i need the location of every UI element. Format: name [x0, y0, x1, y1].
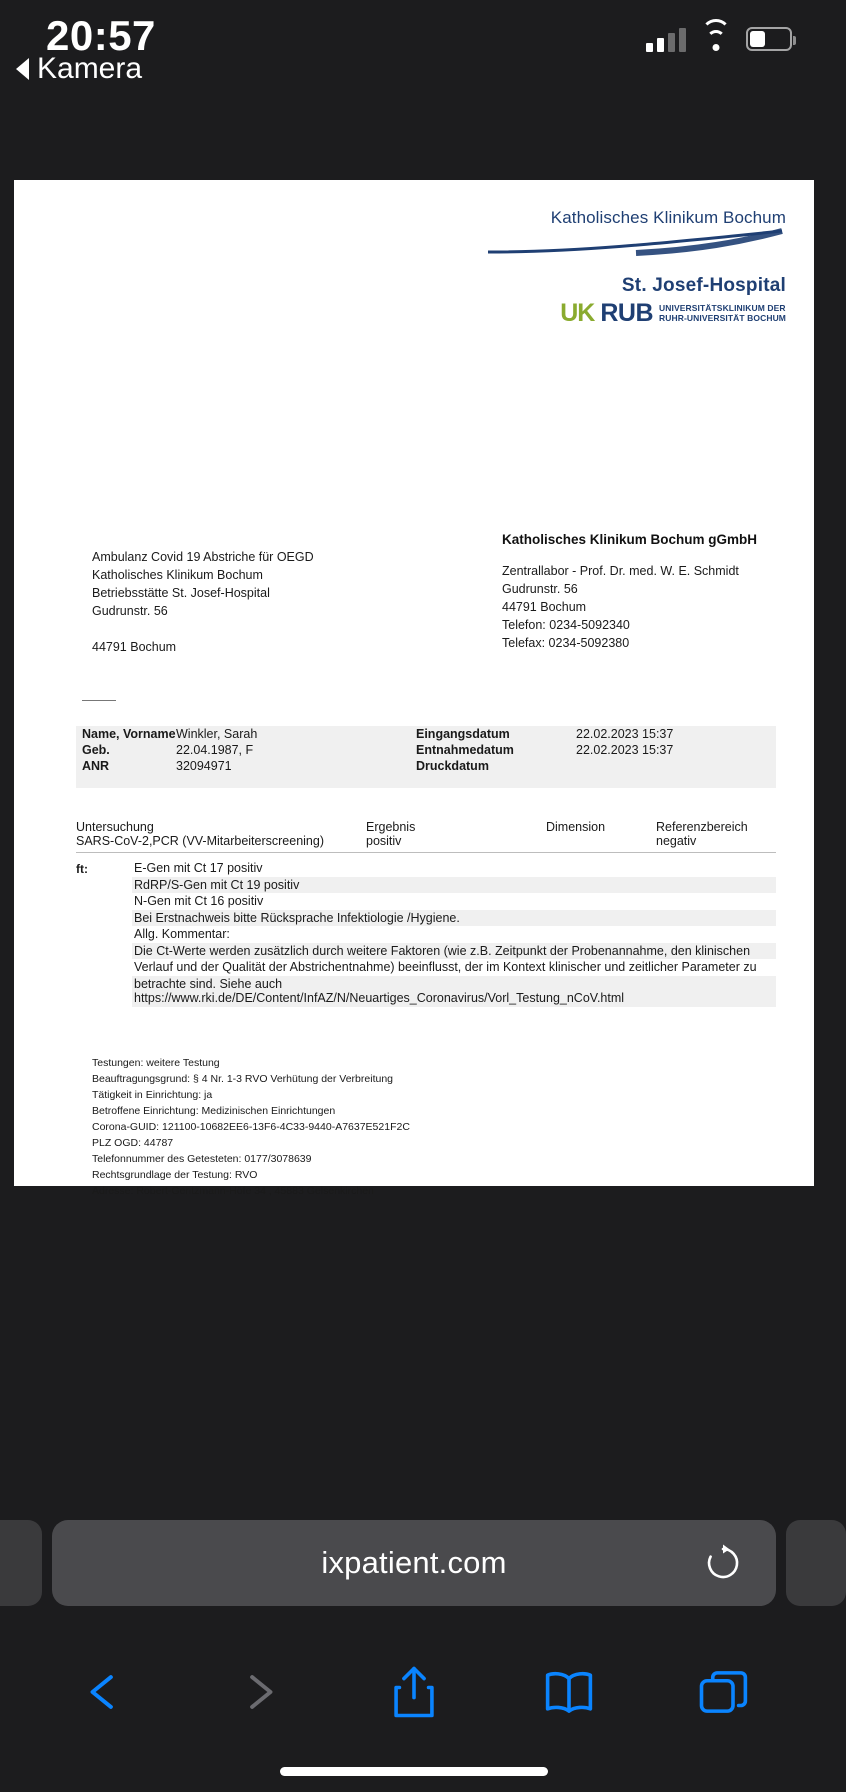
- results-table: [76, 820, 776, 848]
- recipient-city: 44791 Bochum: [92, 640, 177, 654]
- patient-info-band: [76, 726, 776, 788]
- lab-address: [502, 562, 739, 652]
- home-indicator: [280, 1767, 548, 1776]
- address-bar[interactable]: [52, 1520, 776, 1606]
- lab-address-line: Gudrunstr. 56: [502, 582, 578, 596]
- tabs-button[interactable]: [684, 1652, 764, 1732]
- result-test: SARS-CoV-2,PCR (VV-Mitarbeiterscreening): [76, 834, 324, 848]
- lab-address-line: 44791 Bochum: [502, 600, 587, 614]
- lab-company-name: Katholisches Klinikum Bochum gGmbH: [502, 532, 758, 547]
- footnote-line: N-Gen mit Ct 16 positiv: [134, 894, 264, 908]
- anr-value: 32094971: [176, 759, 232, 773]
- hospital-name: St. Josef-Hospital: [621, 275, 786, 296]
- lab-address-line: Telefax: 0234-5092380: [502, 636, 630, 650]
- rub-sub-line-1: UNIVERSITÄTSKLINIKUM DER: [659, 302, 786, 313]
- col-referenzbereich: Referenzbereich: [656, 820, 748, 834]
- status-clock: 20:57: [46, 12, 156, 59]
- forward-button: [219, 1652, 299, 1732]
- previous-tab-peek[interactable]: [0, 1520, 42, 1606]
- col-dimension: Dimension: [546, 820, 606, 834]
- back-button[interactable]: [64, 1652, 144, 1732]
- battery-icon: [746, 27, 792, 51]
- dob-label: Geb.: [82, 743, 110, 757]
- footnote-line: Bei Erstnachweis bitte Rücksprache Infektiologie /Hygiene.: [132, 910, 776, 927]
- url-bar-zone: [0, 1508, 828, 1638]
- document-meta: [92, 1055, 410, 1199]
- collected-label: Entnahmedatum: [416, 743, 514, 757]
- rub-sub-line-2: RUHR-UNIVERSITÄT BOCHUM: [659, 312, 786, 323]
- col-untersuchung: Untersuchung: [76, 820, 154, 834]
- received-label: Eingangsdatum: [416, 727, 510, 741]
- patient-name-label: Name, Vorname: [82, 727, 176, 741]
- anr-label: ANR: [82, 759, 110, 773]
- footnote-line: RdRP/S-Gen mit Ct 19 positiv: [132, 877, 776, 894]
- share-button[interactable]: [374, 1652, 454, 1732]
- result-value: positiv: [366, 834, 402, 848]
- wifi-icon: [700, 27, 732, 51]
- rub-logo: [446, 301, 786, 326]
- printed-label: Druckdatum: [416, 759, 489, 773]
- status-bar: [0, 0, 828, 96]
- patient-name-value: Winkler, Sarah: [176, 727, 258, 741]
- browser-toolbar: [0, 1644, 828, 1740]
- status-indicators: [646, 26, 792, 52]
- recipient-line: Ambulanz Covid 19 Abstriche für OEGD: [92, 550, 314, 564]
- meta-line: PLZ OGD: 44787: [92, 1137, 174, 1149]
- footnote-lines: [132, 860, 776, 1007]
- back-to-app-label: Kamera: [37, 52, 143, 85]
- results-header-row: [76, 820, 776, 834]
- footnote-line: betrachte sind. Siehe auch https://www.rki.de/DE/Content/InfAZ/N/Neuartiges_Coronavirus/Vorl_Testung_nCoV.html: [132, 976, 776, 1007]
- meta-line: Tätigkeit in Einrichtung: ja: [92, 1089, 213, 1101]
- clinic-logo-title: Katholisches Klinikum Bochum: [550, 208, 786, 227]
- document-page[interactable]: [14, 180, 814, 1197]
- table-row: [76, 834, 776, 848]
- rub-mark: RUB: [600, 299, 654, 327]
- recipient-line: Gudrunstr. 56: [92, 604, 168, 618]
- results-divider: [76, 852, 776, 853]
- cellular-bars-icon: [646, 26, 686, 52]
- recipient-line: Betriebsstätte St. Josef-Hospital: [92, 586, 270, 600]
- footnote-line: E-Gen mit Ct 17 positiv: [134, 861, 263, 875]
- result-dimension: [546, 834, 656, 848]
- back-triangle-icon: [16, 58, 29, 80]
- received-value: 22.02.2023 15:37: [576, 727, 674, 741]
- printed-value: [576, 758, 776, 774]
- footnote-line: Die Ct-Werte werden zusätzlich durch weitere Faktoren (wie z.B. Zeitpunkt der Probenannahme, den klinischen: [132, 943, 776, 960]
- meta-line: Testungen: weitere Testung: [92, 1057, 220, 1069]
- uk-mark: UK: [560, 299, 595, 327]
- back-to-app-button[interactable]: [16, 52, 142, 86]
- reload-icon[interactable]: [704, 1544, 742, 1582]
- recipient-line: Katholisches Klinikum Bochum: [92, 568, 263, 582]
- footnote-line: Allg. Kommentar:: [134, 927, 230, 941]
- col-ergebnis: Ergebnis: [366, 820, 416, 834]
- collected-value: 22.02.2023 15:37: [576, 743, 674, 757]
- next-tab-peek[interactable]: [786, 1520, 846, 1606]
- dob-value: 22.04.1987, F: [176, 743, 254, 757]
- fold-mark: [82, 700, 116, 701]
- lab-address-line: Telefon: 0234-5092340: [502, 618, 630, 632]
- address-bar-text[interactable]: ixpatient.com: [321, 1545, 507, 1580]
- clinic-logo: [446, 208, 786, 326]
- recipient-address: [92, 548, 314, 656]
- meta-line: Beauftragungsgrund: § 4 Nr. 1-3 RVO Verhütung der Verbreitung: [92, 1073, 394, 1085]
- meta-line: Corona-GUID: 121100-10682EE6-13F6-4C33-9440-A7637E521F2C: [92, 1121, 410, 1133]
- footnote-label: ft:: [76, 862, 88, 876]
- bookmarks-button[interactable]: [529, 1652, 609, 1732]
- meta-line: Telefonnummer des Getesteten: 0177/3078639: [92, 1153, 312, 1165]
- footnote-line: Verlauf und der Qualität der Abstrichentnahme) beeinflusst, der im Kontext klinischer und zeitlicher Parameter zu: [134, 960, 757, 974]
- meta-line: Adresse: Robert-Geritzmann-Höfe 34 , 45883 Gelsenkirchen: [92, 1185, 374, 1197]
- result-reference: negativ: [656, 834, 697, 848]
- meta-line: Betroffene Einrichtung: Medizinischen Einrichtungen: [92, 1105, 336, 1117]
- lab-address-line: Zentrallabor - Prof. Dr. med. W. E. Schmidt: [502, 564, 739, 578]
- meta-line: Rechtsgrundlage der Testung: RVO: [92, 1169, 258, 1181]
- logo-swoosh-icon: [486, 230, 786, 256]
